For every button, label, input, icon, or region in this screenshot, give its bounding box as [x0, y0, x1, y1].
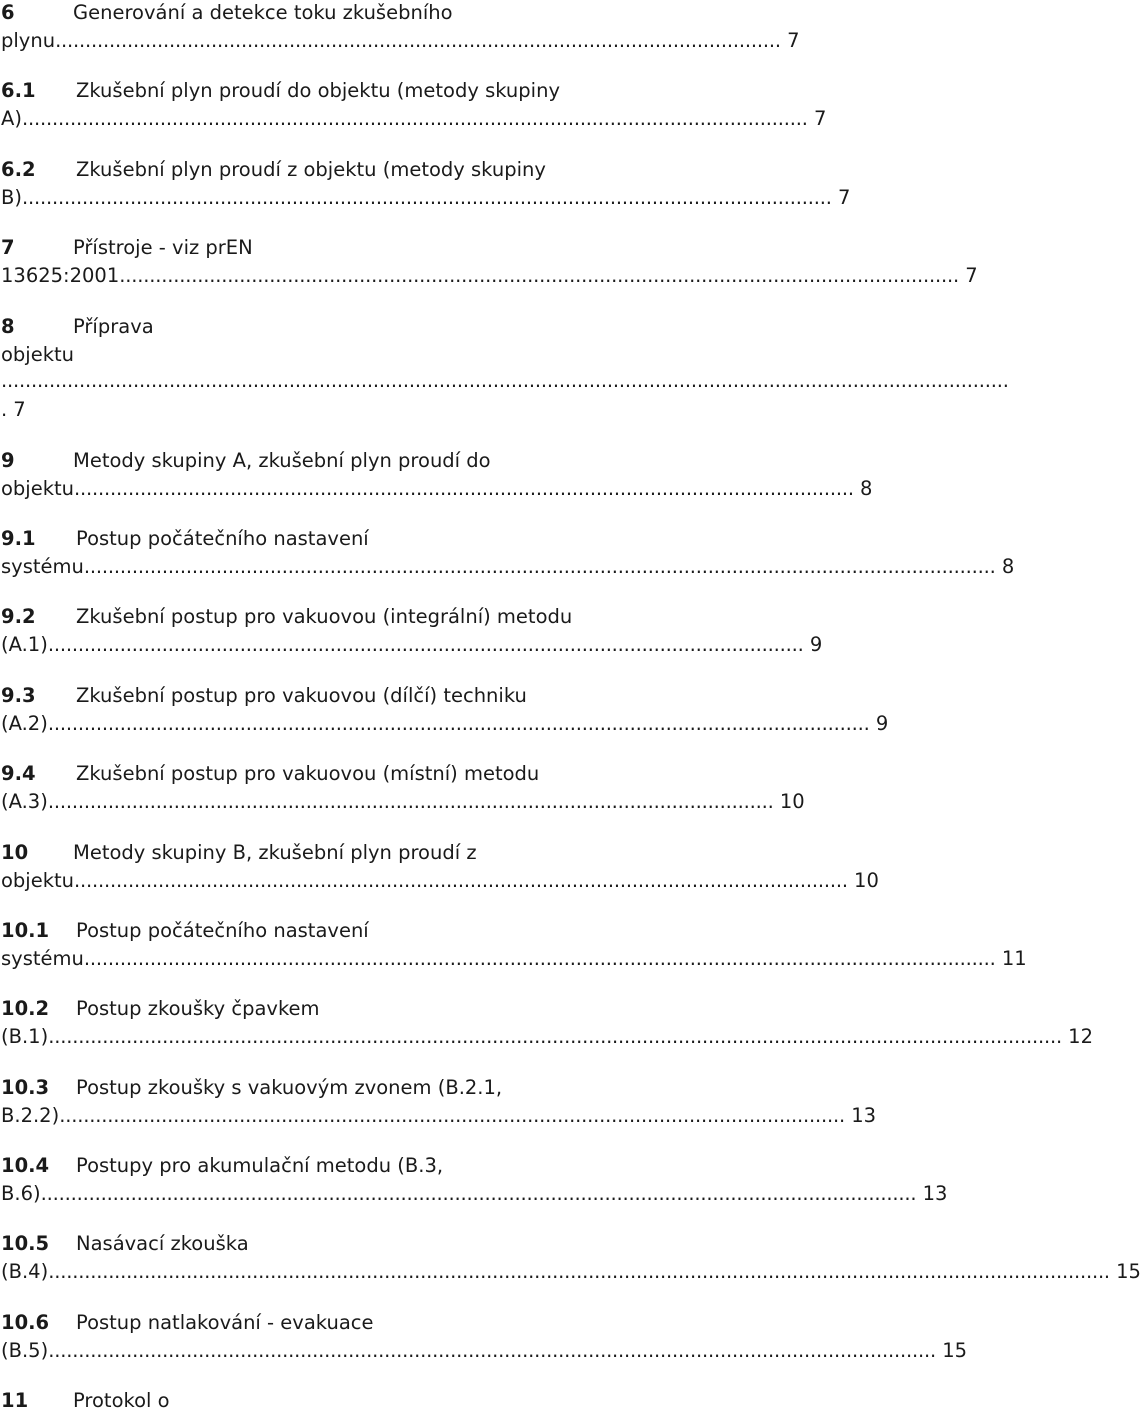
- toc-entry-continuation: (A.3): [1, 790, 48, 814]
- toc-entry-page: 8: [1001, 554, 1015, 578]
- toc-entry-title: Postup natlakování - evakuace: [76, 1310, 374, 1334]
- toc-entry-continuation: (A.2): [1, 711, 48, 735]
- toc-entry-page: 7: [813, 107, 827, 131]
- toc-entry-title: Zkušební plyn proudí z objektu (metody skupiny: [76, 157, 546, 181]
- toc-entry-number: 7: [1, 236, 15, 260]
- toc-entry-page: 7: [838, 185, 851, 209]
- toc-entry: [0, 448, 960, 526]
- toc-entry-page: 7: [13, 397, 26, 421]
- toc-entry-title: Metody skupiny B, zkušební plyn proudí z: [73, 840, 477, 864]
- toc-entry-title: Nasávací zkouška: [76, 1232, 249, 1256]
- toc-leader-dots: ...................................................................................................................................: [21, 107, 808, 131]
- toc-entry-title: Zkušební postup pro vakuovou (místní) metodu: [76, 762, 540, 786]
- toc-leader-dots: ..................................................................................................................................................: [40, 1182, 917, 1206]
- toc-entry-continuation: A): [1, 107, 22, 131]
- toc-leader-dots: ............................................................................................................................................: [119, 264, 960, 288]
- toc-entry-page: 12: [1068, 1025, 1093, 1049]
- toc-entry-number: 10.1: [1, 918, 50, 942]
- toc-entry-page: 15: [942, 1338, 968, 1362]
- toc-entry-continuation: B): [1, 185, 22, 209]
- toc-entry-number: 9.2: [1, 605, 36, 629]
- toc-entry-title: Příprava: [73, 314, 154, 338]
- toc-entry-page: 9: [809, 633, 823, 657]
- toc-entry-title: Zkušební plyn proudí do objektu (metody skupiny: [76, 79, 560, 103]
- toc-entry: [0, 1231, 1141, 1309]
- toc-entry: [0, 761, 960, 839]
- toc-entry-continuation: objektu: [1, 868, 75, 892]
- toc-entry-title: Zkušební postup pro vakuovou (dílčí) techniku: [76, 683, 527, 707]
- toc-entry-continuation: B.2.2): [1, 1103, 60, 1127]
- toc-entry: [0, 314, 1009, 448]
- toc-entry-page: 9: [875, 711, 889, 735]
- toc-entry-number: 10.4: [1, 1154, 50, 1178]
- toc-entry-title: Postupy pro akumulační metodu (B.3,: [76, 1154, 444, 1178]
- toc-entry-number: 10.3: [1, 1075, 50, 1099]
- toc-entry: [0, 1075, 960, 1153]
- toc-entry-number: 6: [1, 1, 15, 24]
- toc-entry-number: 9.3: [1, 683, 36, 707]
- toc-entry-number: 10.6: [1, 1310, 50, 1334]
- toc-entry-number: 9.4: [1, 762, 36, 786]
- toc-entry-title: Protokol o: [73, 1389, 170, 1413]
- toc-entry-page: 10: [854, 868, 879, 892]
- toc-entry: [0, 840, 960, 918]
- toc-entry-continuation: B.6): [1, 1182, 41, 1206]
- toc-entry: [0, 683, 960, 761]
- toc-leader-dots: .........................................................................................................................: [47, 790, 774, 814]
- toc-leader-dots: .........................................................................................................................: [55, 29, 781, 52]
- toc-entry-number: 9.1: [1, 526, 36, 550]
- toc-leader-dots: .........................................................................................................................................: [47, 711, 870, 735]
- toc-leader-dots: ........................................................................................................................................................................: [1, 368, 1009, 392]
- toc-entry-title: Generování a detekce toku zkušebního: [73, 1, 453, 24]
- toc-entry: [0, 526, 1015, 604]
- toc-entry-number: 9: [1, 448, 15, 472]
- toc-entry-number: 10.2: [1, 997, 50, 1021]
- toc-leader-dots: ..................................................................................................................................: [74, 476, 854, 500]
- toc-entry-number: 8: [1, 314, 15, 338]
- toc-leader-dots: ...................................................................................................................................: [59, 1103, 846, 1127]
- toc-leader-dots: .................................................................................................................................: [74, 868, 848, 892]
- toc-entry-continuation: (B.4): [1, 1260, 49, 1284]
- toc-entry-continuation: objektu: [1, 342, 75, 366]
- toc-entry-title: Přístroje - viz prEN: [73, 236, 253, 260]
- toc-entry-continuation: (B.5): [1, 1338, 49, 1362]
- toc-leader-dots: ..............................................................................................................................: [47, 633, 804, 657]
- toc-entry-page: 11: [1001, 946, 1027, 970]
- toc-entry-page: 15: [1116, 1260, 1141, 1284]
- toc-entry-page: 10: [779, 790, 805, 814]
- toc-entry-title: Postup počátečního nastavení: [76, 918, 369, 942]
- toc-entry: [0, 157, 960, 235]
- toc-entry-page: 8: [860, 476, 873, 500]
- toc-entry-continuation: plynu: [1, 29, 56, 52]
- toc-entry-continuation: (B.1): [1, 1025, 49, 1049]
- toc-entry-page: 7: [787, 29, 800, 52]
- toc-entry-page: 7: [965, 264, 978, 288]
- toc-leader-dots: ....................................................................................................................................................: [48, 1338, 936, 1362]
- toc-entry: [0, 78, 960, 156]
- toc-entry-title: Zkušební postup pro vakuovou (integrální) metodu: [76, 605, 573, 629]
- toc-entry: [0, 1153, 960, 1231]
- toc-entry: [0, 918, 1027, 996]
- toc-entry-title: Postup zkoušky čpavkem: [76, 997, 320, 1021]
- toc-entry: [0, 235, 978, 313]
- toc-leader-dots: ........................................................................................................................................................: [83, 946, 996, 970]
- toc-entry-title: Postup zkoušky s vakuovým zvonem (B.2.1,: [76, 1075, 503, 1099]
- toc-entry-continuation: 13625:2001: [1, 264, 120, 288]
- toc-entry-number: 6.1: [1, 79, 36, 103]
- toc-entry-continuation: systému: [1, 946, 84, 970]
- toc-entry-number: 10: [1, 840, 29, 864]
- toc-leader-dots: .: [1, 397, 7, 421]
- toc-entry-continuation: (A.1): [1, 633, 48, 657]
- toc-entry-title: Postup počátečního nastavení: [76, 526, 369, 550]
- toc-entry: [0, 0, 960, 78]
- toc-entry-number: 11: [1, 1389, 29, 1413]
- toc-entry-continuation: systému: [1, 554, 84, 578]
- toc-entry-page: 13: [922, 1182, 948, 1206]
- toc-entry-title: Metody skupiny A, zkušební plyn proudí do: [73, 448, 491, 472]
- toc-entry-continuation: objektu: [1, 476, 75, 500]
- toc-entry: [0, 1310, 968, 1388]
- toc-entry: [0, 604, 960, 682]
- toc-entry: [0, 1388, 960, 1428]
- toc-leader-dots: .........................................................................................................................................................................: [48, 1025, 1062, 1049]
- toc-entry-number: 10.5: [1, 1232, 50, 1256]
- toc-leader-dots: .......................................................................................................................................: [22, 185, 832, 209]
- toc-leader-dots: .................................................................................................................................................................................: [48, 1260, 1110, 1284]
- toc-leader-dots: ........................................................................................................................................................: [83, 554, 996, 578]
- toc-entry-number: 6.2: [1, 157, 36, 181]
- toc-entry: [0, 996, 1093, 1074]
- toc-entry-page: 13: [851, 1103, 877, 1127]
